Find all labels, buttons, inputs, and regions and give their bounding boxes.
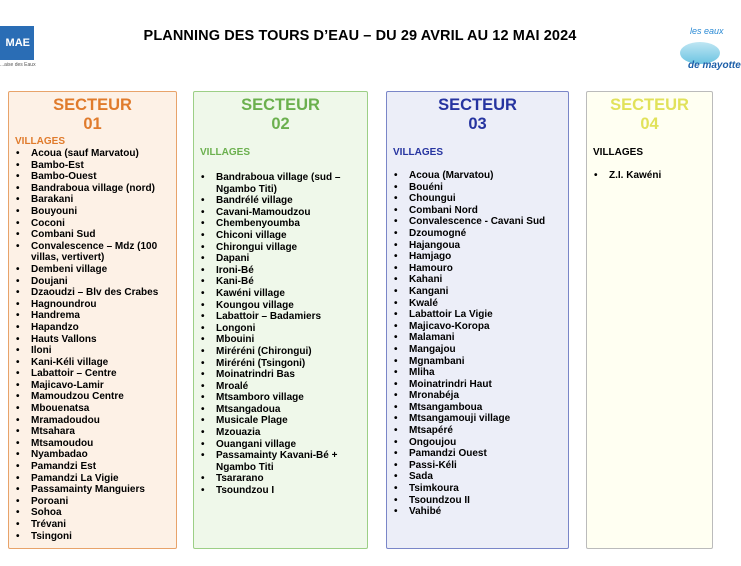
village-item: • Moinatrindri Haut <box>387 379 568 391</box>
sector-title-line1: SECTEUR <box>241 96 320 114</box>
sector-number: 03 <box>468 115 487 133</box>
village-item: • Passamainty Manguiers <box>9 484 176 496</box>
smae-logo-mark: MAE <box>0 26 34 60</box>
village-list <box>587 170 712 182</box>
village-item: • Majicavo-Koropa <box>387 321 568 333</box>
village-item: • Mtsamoudou <box>9 438 176 450</box>
villages-label: VILLAGES <box>200 147 251 158</box>
village-item: • Bandrélé village <box>194 195 367 207</box>
village-item: • Bandraboua village (sud – Ngambo Titi) <box>194 172 367 195</box>
page-title: PLANNING DES TOURS D’EAU – DU 29 AVRIL AU 12 MAI 2024 <box>143 28 577 44</box>
village-item: • Hagnoundrou <box>9 299 176 311</box>
sector-number: 01 <box>83 115 102 133</box>
village-item: • Mbouenatsa <box>9 403 176 415</box>
sector-03-panel <box>386 91 569 549</box>
village-item: • Trévani <box>9 519 176 531</box>
sector-number: 04 <box>640 115 659 133</box>
village-item: • Dapani <box>194 253 367 265</box>
village-item: • Mramadoudou <box>9 415 176 427</box>
village-item: • Majicavo-Lamir <box>9 380 176 392</box>
village-item: • Tsimkoura <box>387 483 568 495</box>
village-item: • Passi-Kéli <box>387 460 568 472</box>
village-item: • Mronabéja <box>387 390 568 402</box>
village-item: • Mamoudzou Centre <box>9 391 176 403</box>
village-item: • Bambo-Ouest <box>9 171 176 183</box>
village-item: • Mgnambani <box>387 356 568 368</box>
village-item: • Mtsahara <box>9 426 176 438</box>
village-item: • Sohoa <box>9 507 176 519</box>
village-item: • Pamandzi Ouest <box>387 448 568 460</box>
village-item: • Malamani <box>387 332 568 344</box>
sector-title <box>194 96 367 134</box>
village-item: • Miréréni (Chirongui) <box>194 346 367 358</box>
village-item: • Mtsangamouji village <box>387 413 568 425</box>
village-item: • Convalescence – Mdz (100 villas, vertivert) <box>9 241 176 264</box>
village-item: • Sada <box>387 471 568 483</box>
sector-title-line1: SECTEUR <box>53 96 132 114</box>
village-item: • Barakani <box>9 194 176 206</box>
sector-number: 02 <box>271 115 290 133</box>
village-item: • Mtsamboro village <box>194 392 367 404</box>
village-item: • Mtsangadoua <box>194 404 367 416</box>
village-item: • Pamandzi Est <box>9 461 176 473</box>
village-item: • Combani Sud <box>9 229 176 241</box>
eaux-de-mayotte-logo <box>676 24 741 76</box>
village-item: • Longoni <box>194 323 367 335</box>
village-item: • Mzouazia <box>194 427 367 439</box>
village-item: • Passamainty Kavani-Bé + Ngambo Titi <box>194 450 367 473</box>
sector-title <box>587 96 712 134</box>
village-item: • Acoua (Marvatou) <box>387 170 568 182</box>
village-list <box>194 172 367 497</box>
village-item: • Bambo-Est <box>9 160 176 172</box>
village-item: • Bouéni <box>387 182 568 194</box>
village-item: • Vahibé <box>387 506 568 518</box>
village-item: • Combani Nord <box>387 205 568 217</box>
village-item: • Chirongui village <box>194 242 367 254</box>
village-item: • Kwalé <box>387 298 568 310</box>
village-item: • Ouangani village <box>194 439 367 451</box>
village-item: • Coconi <box>9 218 176 230</box>
village-item: • Tsararano <box>194 473 367 485</box>
smae-logo <box>0 26 34 72</box>
village-item: • Dzoumogné <box>387 228 568 240</box>
village-item: • Mroalé <box>194 381 367 393</box>
village-item: • Kangani <box>387 286 568 298</box>
village-item: • Hauts Vallons <box>9 334 176 346</box>
village-item: • Tsingoni <box>9 531 176 543</box>
village-item: • Poroani <box>9 496 176 508</box>
sector-01-panel <box>8 91 177 549</box>
village-item: • Mliha <box>387 367 568 379</box>
village-list <box>387 170 568 518</box>
village-item: • Mtsangamboua <box>387 402 568 414</box>
village-item: • Choungui <box>387 193 568 205</box>
village-item: • Ironi-Bé <box>194 265 367 277</box>
village-item: • Kani-Kéli village <box>9 357 176 369</box>
village-item: • Bouyouni <box>9 206 176 218</box>
village-item: • Hamouro <box>387 263 568 275</box>
sector-04-panel <box>586 91 713 549</box>
village-item: • Hapandzo <box>9 322 176 334</box>
sector-title <box>387 96 568 134</box>
villages-label: VILLAGES <box>593 147 644 158</box>
village-item: • Mbouini <box>194 334 367 346</box>
village-item: • Chiconi village <box>194 230 367 242</box>
village-item: • Hajangoua <box>387 240 568 252</box>
villages-label: VILLAGES <box>15 136 66 147</box>
villages-label: VILLAGES <box>393 147 444 158</box>
sector-title-line1: SECTEUR <box>610 96 689 114</box>
village-item: • Bandraboua village (nord) <box>9 183 176 195</box>
village-item: • Ongoujou <box>387 437 568 449</box>
village-item: • Nyambadao <box>9 449 176 461</box>
eaux-logo-text-top: les eaux <box>690 26 724 36</box>
sector-title <box>9 96 176 134</box>
village-item: • Cavani-Mamoudzou <box>194 207 367 219</box>
village-item: • Acoua (sauf Marvatou) <box>9 148 176 160</box>
village-item: • Kawéni village <box>194 288 367 300</box>
smae-logo-tagline: ...aise des Eaux <box>0 62 36 68</box>
village-item: • Dembeni village <box>9 264 176 276</box>
village-item: • Kahani <box>387 274 568 286</box>
village-item: • Handrema <box>9 310 176 322</box>
village-item: • Pamandzi La Vigie <box>9 473 176 485</box>
sector-title-line1: SECTEUR <box>438 96 517 114</box>
village-item: • Mangajou <box>387 344 568 356</box>
village-item: • Tsoundzou I <box>194 485 367 497</box>
village-item: • Dzaoudzi – Blv des Crabes <box>9 287 176 299</box>
eaux-logo-text-bottom: de mayotte <box>688 60 741 71</box>
village-item: • Labattoir – Centre <box>9 368 176 380</box>
village-item: • Kani-Bé <box>194 276 367 288</box>
sector-02-panel <box>193 91 368 549</box>
village-item: • Mtsapéré <box>387 425 568 437</box>
village-item: • Hamjago <box>387 251 568 263</box>
village-item: • Doujani <box>9 276 176 288</box>
village-item: • Iloni <box>9 345 176 357</box>
village-item: • Z.I. Kawéni <box>587 170 712 182</box>
village-item: • Convalescence - Cavani Sud <box>387 216 568 228</box>
village-item: • Chembenyoumba <box>194 218 367 230</box>
village-item: • Koungou village <box>194 300 367 312</box>
village-item: • Musicale Plage <box>194 415 367 427</box>
village-item: • Tsoundzou II <box>387 495 568 507</box>
village-item: • Miréréni (Tsingoni) <box>194 358 367 370</box>
village-item: • Labattoir – Badamiers <box>194 311 367 323</box>
village-item: • Moinatrindri Bas <box>194 369 367 381</box>
village-item: • Labattoir La Vigie <box>387 309 568 321</box>
village-list <box>9 148 176 542</box>
